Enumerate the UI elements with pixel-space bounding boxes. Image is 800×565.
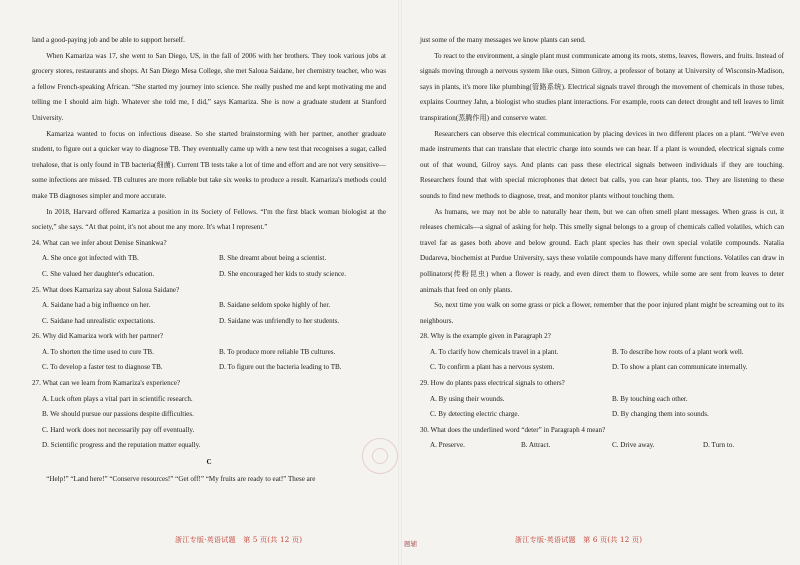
option-a: A. To clarify how chemicals travel in a plant. [430, 347, 559, 356]
option-b: B. To produce more reliable TB cultures. [219, 347, 336, 356]
option-c: C. To develop a faster test to diagnose TB. [42, 363, 163, 372]
question-stem: 25. What does Kamariza say about Saloua Saidane? [32, 285, 180, 294]
section-intro: “Help!” “Land here!” “Conserve resources!” “Get off!” “My fruits are ready to eat!” These are [46, 474, 316, 483]
question-stem: 29. How do plants pass electrical signals to others? [420, 379, 565, 388]
question-stem: 26. Why did Kamariza work with her partner? [32, 332, 164, 341]
question-28 [420, 329, 784, 376]
option-b: B. Attract. [521, 441, 551, 450]
option-c: C. Saidane had unrealistic expectations. [42, 316, 156, 325]
option-c: C. Drive away. [612, 441, 655, 450]
option-a: A. Saidane had a big influence on her. [42, 301, 151, 310]
option-a: A. Luck often plays a vital part in scientific research. [42, 394, 193, 403]
seal-stamp-icon [362, 438, 398, 474]
question-stem: 24. What can we infer about Denise Sinankwa? [32, 238, 167, 247]
option-a: A. Preserve. [430, 441, 465, 450]
option-b: B. Saidane seldom spoke highly of her. [219, 301, 331, 310]
paragraph: In 2018, Harvard offered Kamariza a position in its Society of Fellows. “I'm the first black woman biologist at the society,” she says. “At that point, it's not about me any more. It's what I represent.” [32, 207, 386, 232]
paragraph: To react to the environment, a single plant must communicate among its roots, stems, leaves, flowers, and fruits. Instead of signals moving through a nervous system like ours, Simon Gilroy, a professor of botany at University of Wisconsin-Madison, says in plants, it's more like plumbing(管路系统). Electrical signals travel through the movement of chemicals in those tubes, explains Courtney Jahn, a biologist who studies plant interactions. For example, roots can detect drought and tell leaves to limit transpiration(蒸腾作用) and conserve water. [420, 51, 784, 122]
option-a: A. By using their wounds. [430, 394, 505, 403]
section-heading: C [206, 458, 212, 467]
question-stem: 30. What does the underlined word “deter” in Paragraph 4 mean? [420, 425, 606, 434]
question-26 [32, 329, 386, 376]
question-27 [32, 376, 386, 454]
page-footer-left: 浙江专版·英语试题 第 5 页(共 12 页) [175, 535, 303, 544]
question-30 [420, 423, 784, 454]
option-b: B. To describe how roots of a plant work well. [612, 347, 744, 356]
option-b: B. She dreamt about being a scientist. [219, 254, 327, 263]
option-d: D. She encouraged her kids to study science. [219, 269, 347, 278]
paragraph: As humans, we may not be able to naturally hear them, but we can often smell plant messages. When grass is cut, it releases chemicals—a signal of asking for help. This smelly signal belongs to a group of chemicals called volatiles, which can travel far as gases both above and below ground. Each plant species has their own special volatile compounds. Natalia Dudareva, biochemist at Purdue University, says these volatile compounds have many different functions. Volatiles can draw in pollinators(传粉昆虫) when a flower is ready, and even direct them to flowers, while some are sent from leaves to deter animals that feed on only plants. [420, 207, 784, 294]
paragraph: When Kamariza was 17, she went to San Diego, US, in the fall of 2006 with her brothers. They took various jobs at grocery stores, restaurants and shops. At San Diego Mesa College, she met Saloua Saidane, her chemistry teacher, who was a fellow French-speaking African. “She started my journey into science. She really pushed me and kept motivating me and telling me I should aim high. Whatever she told me, I did,” says Kamariza. She is now a graduate student at Stanford University. [32, 51, 386, 122]
option-c: C. She valued her daughter's education. [42, 269, 155, 278]
stamp-text: 题辅 [404, 540, 417, 548]
option-d: D. Saidane was unfriendly to her students. [219, 316, 340, 325]
right-page [400, 0, 800, 565]
option-b: B. By touching each other. [612, 394, 688, 403]
option-d: D. Scientific progress and the reputation matter equally. [42, 441, 201, 450]
paragraph: land a good-paying job and be able to support herself. [32, 36, 185, 44]
option-a: A. To shorten the time used to cure TB. [42, 347, 154, 356]
paragraph: Kamariza wanted to focus on infectious disease. So she started brainstorming with her partner, another graduate student, to figure out a quicker way to diagnose TB. They eventually came up with a new test that recognises a sugar, called trehalose, that is only found in TB bacteria(细菌). Current TB tests take a lot of time and effort and are not very sensitive—some infections are missed. TB cultures are more reliable but take six weeks to produce a result. Kamariza's methods could make TB diagnoses simpler and more accurate. [32, 129, 386, 200]
option-c: C. To confirm a plant has a nervous system. [430, 363, 555, 372]
question-25 [32, 283, 386, 330]
question-stem: 28. Why is the example given in Paragraph 2? [420, 332, 551, 341]
option-d: D. By changing them into sounds. [612, 410, 709, 419]
option-a: A. She once got infected with TB. [42, 254, 139, 263]
option-c: C. By detecting electric charge. [430, 410, 520, 419]
option-c: C. Hard work does not necessarily pay off eventually. [42, 425, 195, 434]
paragraph: So, next time you walk on some grass or pick a flower, remember that the poor injured plant might be screaming out to its neighbours. [420, 301, 784, 325]
option-d: D. Turn to. [703, 441, 735, 450]
paragraph: Researchers can observe this electrical communication by placing devices in two different places on a plant. “We've even made instruments that can translate that electric charge into sounds we can hear. If a plant is wounded, electrical signals come out of that wound, Gilroy says. And plants can pass these electrical signals between individuals if they are touching. Researchers found that with special microphones that detect bat calls, you can hear plants, too. They are listening to these sounds to find new methods to diagnose, treat, and monitor plants without touching them. [420, 129, 784, 200]
question-24 [32, 236, 386, 283]
option-d: D. To show a plant can communicate internally. [612, 363, 748, 372]
option-d: D. To figure out the bacteria leading to TB. [219, 363, 342, 372]
question-29 [420, 376, 784, 423]
option-b: B. We should pursue our passions despite difficulties. [42, 410, 194, 419]
paragraph: just some of the many messages we know plants can send. [420, 36, 586, 44]
question-stem: 27. What can we learn from Kamariza's experience? [32, 379, 181, 388]
page-footer-right: 浙江专版·英语试题 第 6 页(共 12 页) [515, 535, 643, 544]
